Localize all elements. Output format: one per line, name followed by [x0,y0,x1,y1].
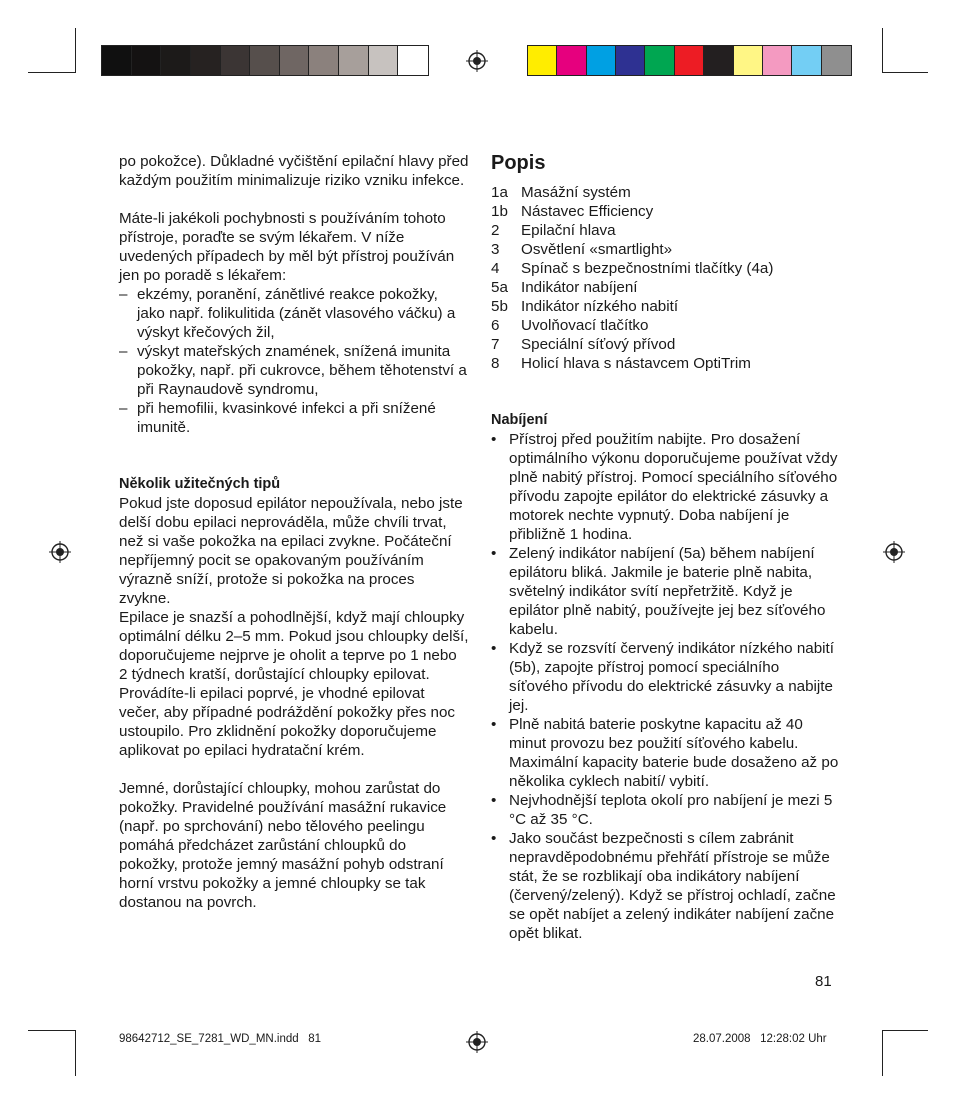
list-item: – při hemofilii, kvasinkové infekci a při snížené imunitě. [119,400,436,436]
gray-swatch [339,46,369,75]
tips-heading: Několik užitečných tipů [119,476,281,492]
registration-mark-icon [466,1031,488,1053]
registration-mark-icon [466,50,488,72]
gray-swatch [221,46,251,75]
crop-mark-top-left-h [28,72,76,73]
list-item: • Přístroj před použitím nabijte. Pro dosažení optimálního výkonu doporučujeme používat vždy plně nabitý přístroj. Pomocí speciálního síťového přívodu zapojte epilátor do elektrické zásuvky a motorek nechte vypnutý. Doba nabíjení je přibližně 1 hodina. [491,431,838,543]
gray-swatch [102,46,132,75]
list-item: 1b Nástavec Efficiency [491,203,654,220]
crop-mark-bottom-right-v [882,1030,883,1076]
list-item: – výskyt mateřských znamének, snížená imunita pokožky, např. při cukrovce, během těhotenství a při Raynaudově syndromu, [119,343,467,398]
tips-paragraph: Pokud jste doposud epilátor nepoužívala, nebo jste delší dobu epilaci neprováděla, může chvíli trvat, než si vaše pokožka na epilaci zvykne. Počáteční nepříjemný pocit se opakovaným používáním výrazně sníží, protože si pokožka na proces zvykne. [119,495,463,607]
list-item: 8 Holicí hlava s nástavcem OptiTrim [491,355,751,372]
list-item: • Když se rozsvítí červený indikátor nízkého nabití (5b), zapojte přístroj pomocí speciálního síťového přívodu do elektrické zásuvky a nabijte jej. [491,640,834,714]
doubts-paragraph: Máte-li jakékoli pochybnosti s používáním tohoto přístroje, poraďte se svým lékařem. V níže uvedených případech by měl být přístroj používán jen po poradě s lékařem: [119,210,455,284]
process-color-bar [527,45,852,76]
gray-swatch [369,46,399,75]
charging-heading: Nabíjení [491,412,548,428]
color-swatch [704,46,733,75]
crop-mark-bottom-right-h [883,1030,928,1031]
color-swatch [734,46,763,75]
list-item: • Plně nabitá baterie poskytne kapacitu až 40 minut provozu bez použití síťového kabelu. Maximální kapacity baterie bude dosaženo až po několika cyklech nabití/ vybití. [491,716,839,790]
registration-mark-icon [883,541,905,563]
list-item: 1a Masážní systém [491,184,631,201]
parts-list [491,183,841,373]
gray-swatch [280,46,310,75]
gray-swatch [191,46,221,75]
gray-swatch [132,46,162,75]
section-title: Popis [491,152,546,174]
intro-paragraph: po pokožce). Důkladné vyčištění epilační hlavy před každým použitím minimalizuje riziko vzniku infekce. [119,153,469,189]
color-swatch [645,46,674,75]
grayscale-color-bar [101,45,429,76]
list-item: • Zelený indikátor nabíjení (5a) během nabíjení epilátoru bliká. Jakmile je baterie plně nabita, světelný indikátor svítí nepřetržitě. Když je epilátor plně nabitý, používejte jej bez síťového kabelu. [491,545,826,638]
color-swatch [792,46,821,75]
crop-mark-top-right-v [882,28,883,73]
color-swatch [528,46,557,75]
slug-filename: 98642712_SE_7281_WD_MN.indd 81 [119,1033,322,1045]
right-column [491,151,841,943]
color-swatch [616,46,645,75]
page-number: 81 [815,973,832,990]
gray-swatch [309,46,339,75]
color-swatch [557,46,586,75]
crop-mark-bottom-left-h [28,1030,76,1031]
list-item: 3 Osvětlení «smartlight» [491,241,673,258]
list-item: 5a Indikátor nabíjení [491,279,638,296]
tips-paragraph: Epilace je snazší a pohodlnější, když mají chloupky optimální délku 2–5 mm. Pokud jsou chloupky delší, doporučujeme nejprve je oholit a teprve po 1 nebo 2 týdnech kratší, dorůstající chloupky epilovat. [119,609,469,683]
list-item: • Jako součást bezpečnosti s cílem zabránit nepravděpodobnému přehřátí přístroje se může stát, že se rozblikají oba indikátory nabíjení (červený/zelený). Když se přístroj ochladí, začne se opět nabíjet a zelený indikáter nabíjení začne opět blikat. [491,830,836,942]
color-swatch [822,46,851,75]
crop-mark-top-left-v [75,28,76,73]
list-item: – ekzémy, poranění, zánětlivé reakce pokožky, jako např. folikulitida (zánět vlasového váčku) a výskyt křečových žil, [119,286,456,341]
crop-mark-bottom-left-v [75,1030,76,1076]
gray-swatch [161,46,191,75]
tips-paragraph: Jemné, dorůstající chloupky, mohou zarůstat do pokožky. Pravidelné používání masážní rukavice (např. po sprchování) nebo tělového peelingu pomáhá předcházet zarůstání chloupků do pokožky, protože jemný masážní pohyb odstraní horní vrstvu pokožky a jemné chloupky se tak dostanou na povrch. [119,780,447,911]
color-swatch [763,46,792,75]
crop-mark-top-right-h [883,72,928,73]
list-item: 5b Indikátor nízkého nabití [491,298,679,315]
color-swatch [587,46,616,75]
gray-swatch [250,46,280,75]
registration-mark-icon [49,541,71,563]
left-column [119,152,469,912]
list-item: • Nejvhodnější teplota okolí pro nabíjení je mezi 5 °C až 35 °C. [491,792,833,828]
list-item: 4 Spínač s bezpečnostními tlačítky (4a) [491,260,774,277]
tips-paragraph: Provádíte-li epilaci poprvé, je vhodné epilovat večer, aby případné podráždění pokožky přes noc ustoupilo. Pro zklidnění pokožky doporučujeme aplikovat po epilaci hydratační krém. [119,685,456,759]
gray-swatch [398,46,428,75]
list-item: 2 Epilační hlava [491,222,616,239]
slug-datetime: 28.07.2008 12:28:02 Uhr [693,1033,827,1045]
list-item: 6 Uvolňovací tlačítko [491,317,649,334]
list-item: 7 Speciální síťový přívod [491,336,676,353]
color-swatch [675,46,704,75]
